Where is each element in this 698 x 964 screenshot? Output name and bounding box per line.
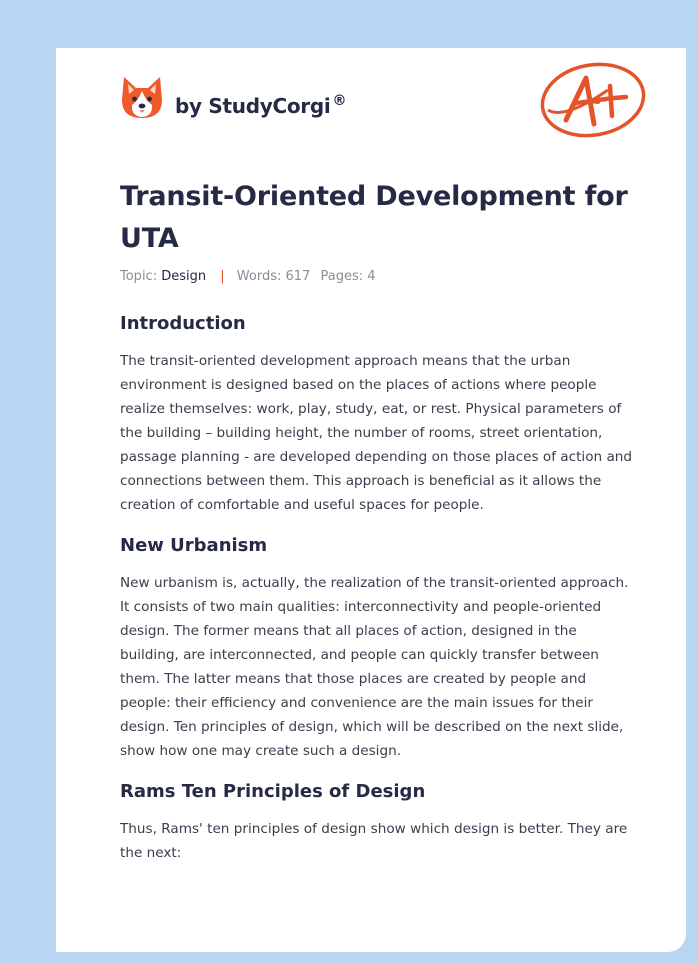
- words-count: 617: [285, 269, 311, 284]
- document-page: [56, 48, 686, 952]
- section-text-introduction: The transit-oriented development approach means that the urban environment is designed based on the places of actions where people realize themselves: work, play, study, eat, or rest. Physical parameters of the building – building height, the number of rooms, street orientation, passage planning - are developed depending on those places of action and connections between them. This approach is beneficial as it allows the creation of comfortable and useful spaces for people.: [120, 353, 633, 513]
- a-plus-grade-icon: [538, 60, 648, 140]
- document-title: Transit-Oriented Development for UTA: [120, 181, 628, 254]
- section-heading-rams-principles: Rams Ten Principles of Design: [120, 781, 426, 802]
- document-meta: [120, 269, 376, 284]
- section-text-rams-principles: Thus, Rams' ten principles of design show which design is better. They are the next:: [120, 821, 628, 861]
- topic-label: Topic:: [120, 269, 158, 284]
- meta-separator: |: [220, 269, 225, 284]
- section-heading-introduction: Introduction: [120, 313, 246, 334]
- pages-label: Pages:: [320, 269, 364, 284]
- section-text-new-urbanism: New urbanism is, actually, the realization of the transit-oriented approach. It consists of two main qualities: interconnectivity and people-oriented design. The former means that all places of action, designed in the building, are interconnected, and people can quickly transfer between them. The latter means that those places are created by people and people: their efficiency and convenience are the main issues for their design. Ten principles of design, which will be described on the next slide, show how one may create such a design.: [120, 575, 629, 759]
- section-heading-new-urbanism: New Urbanism: [120, 535, 268, 556]
- corgi-icon: [121, 74, 163, 120]
- pages-count: 4: [367, 269, 376, 284]
- studycorgi-logo[interactable]: [121, 74, 371, 122]
- brand-name: by StudyCorgi ®: [175, 93, 347, 118]
- topic-link[interactable]: Design: [161, 269, 207, 284]
- words-label: Words:: [236, 269, 282, 284]
